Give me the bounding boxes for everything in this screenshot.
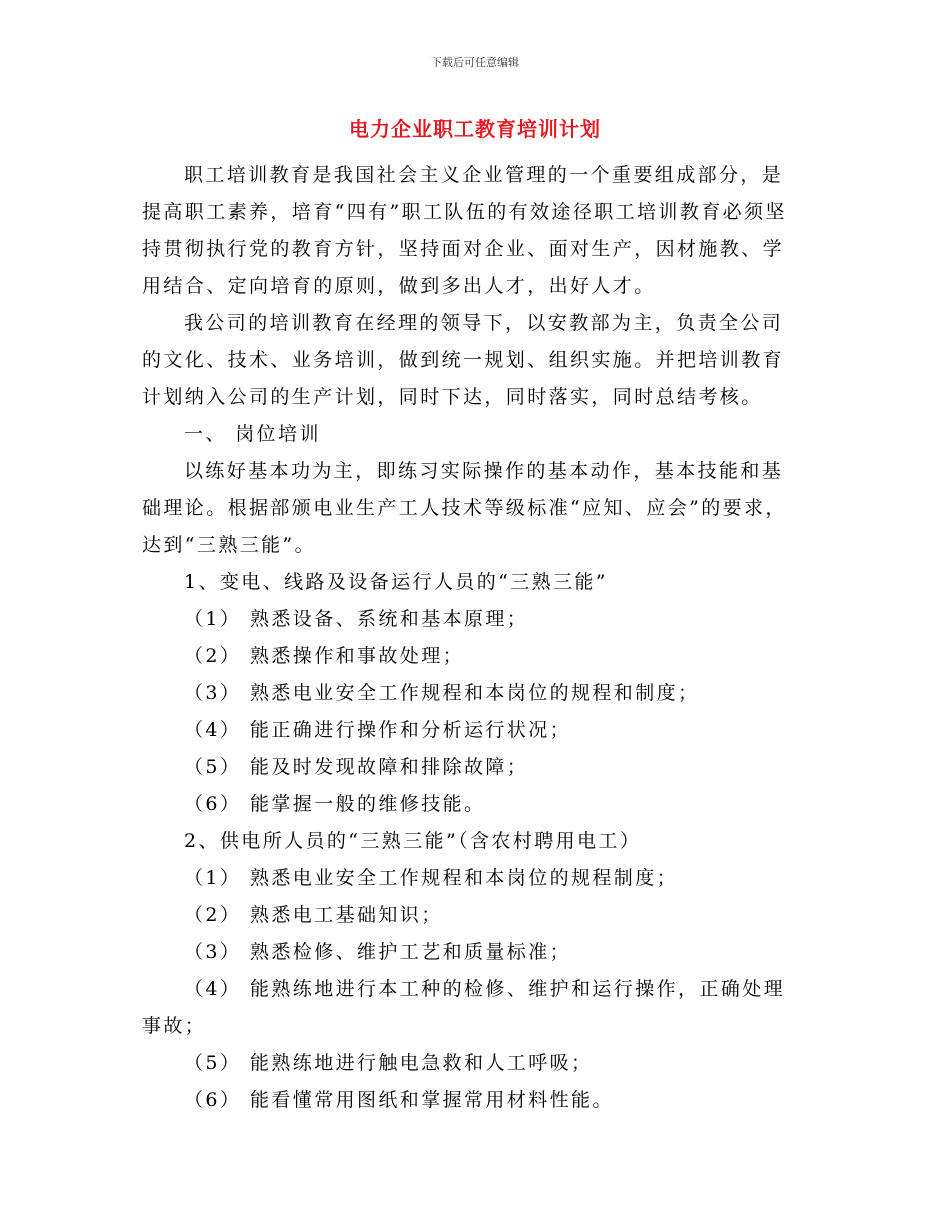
list-item [142, 1082, 802, 1119]
item-number: （5） [184, 1052, 242, 1074]
paragraph-intro: 职工培训教育是我国社会主义企业管理的一个重要组成部分，是提高职工素养，培育“四有”职工队伍的有效途径职工培训教育必须坚持贯彻执行党的教育方针，坚持面对企业、面对生产，因材施教、学用结合、定向培育的原则，做到多出人才，出好人才。 [142, 164, 787, 297]
item-number: （5） [184, 756, 242, 778]
item-number: （1） [184, 867, 242, 889]
list-item [142, 860, 802, 897]
item-number: （2） [184, 904, 242, 926]
item-text: 能看懂常用图纸和掌握常用材料性能。 [250, 1089, 614, 1111]
list-item [142, 786, 802, 823]
document-body [142, 157, 802, 1119]
item-text: 熟悉电业安全工作规程和本岗位的规程制度； [250, 867, 679, 889]
item-text: 熟悉电业安全工作规程和本岗位的规程和制度； [250, 682, 700, 704]
section-heading-post-training: 一、 岗位培训 [184, 423, 321, 445]
item-text: 熟悉电工基础知识； [250, 904, 443, 926]
document-title: 电力企业职工教育培训计划 [349, 117, 601, 141]
item-number: （2） [184, 645, 242, 667]
item-text: 能熟练地进行触电急救和人工呼吸； [250, 1052, 593, 1074]
item-text: 能熟练地进行本工种的检修、维护和运行操作，正确处理事故； [142, 978, 786, 1037]
list-item [142, 601, 802, 638]
list-item [142, 1045, 802, 1082]
item-number: （4） [184, 978, 242, 1000]
list-heading-supply-station: 2、供电所人员的“三熟三能”（含农村聘用电工） [184, 830, 642, 852]
item-text: 熟悉操作和事故处理； [250, 645, 465, 667]
list-item [142, 934, 802, 971]
item-number: （6） [184, 793, 242, 815]
item-number: （1） [184, 608, 242, 630]
list-item [142, 971, 802, 1045]
item-text: 能掌握一般的维修技能。 [250, 793, 486, 815]
item-text: 能正确进行操作和分析运行状况； [250, 719, 572, 741]
item-text: 熟悉检修、维护工艺和质量标准； [250, 941, 572, 963]
list-item [142, 675, 802, 712]
item-number: （3） [184, 941, 242, 963]
paragraph-basic-skills: 以练好基本功为主，即练习实际操作的基本动作，基本技能和基础理论。根据部颁电业生产工人技术等级标准“应知、应会”的要求，达到“三熟三能”。 [142, 460, 787, 556]
paragraph-organization: 我公司的培训教育在经理的领导下，以安教部为主，负责全公司的文化、技术、业务培训，做到统一规划、组织实施。并把培训教育计划纳入公司的生产计划，同时下达，同时落实，同时总结考核。 [142, 312, 785, 408]
item-number: （3） [184, 682, 242, 704]
list-item [142, 638, 802, 675]
list-item [142, 712, 802, 749]
item-number: （6） [184, 1089, 242, 1111]
list-item [142, 749, 802, 786]
item-text: 能及时发现故障和排除故障； [250, 756, 529, 778]
header-note: 下载后可任意编辑 [431, 56, 519, 69]
item-text: 熟悉设备、系统和基本原理； [250, 608, 529, 630]
item-number: （4） [184, 719, 242, 741]
list-heading-operators: 1、变电、线路及设备运行人员的“三熟三能” [184, 571, 608, 593]
list-item [142, 897, 802, 934]
